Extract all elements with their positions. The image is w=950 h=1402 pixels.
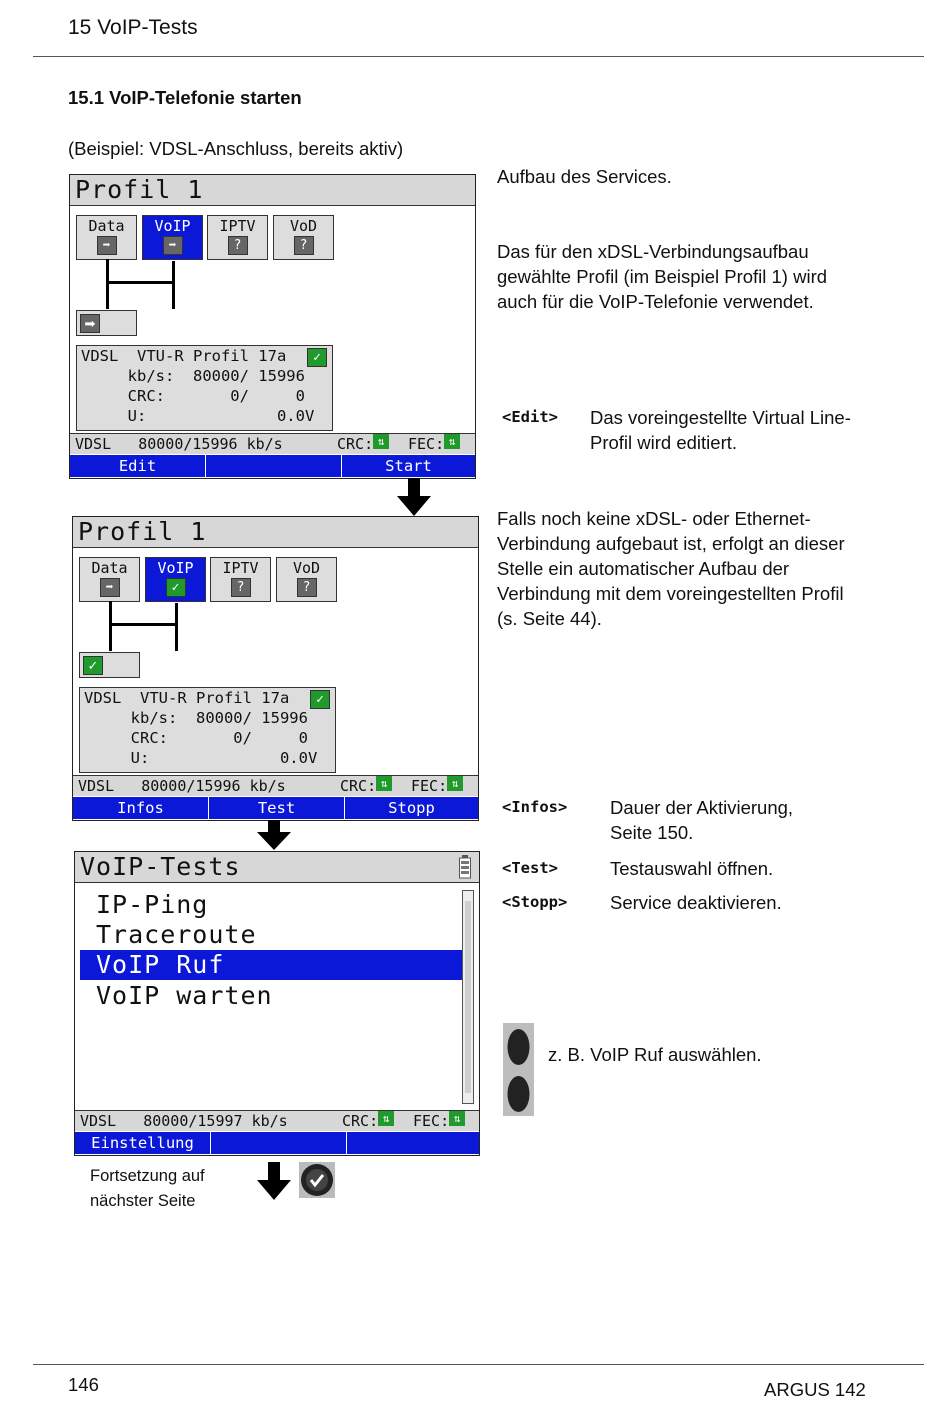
softkey-edit[interactable]: Edit: [118, 457, 157, 475]
fec-indicator: FEC: ⇅: [413, 1111, 449, 1131]
status-rate: VDSL 80000/15997 kb/s: [80, 1112, 288, 1130]
continue-note-line-1: Fortsetzung auf: [90, 1167, 205, 1185]
service-iptv[interactable]: [210, 557, 271, 602]
crc-indicator: CRC: ⇅: [340, 776, 376, 796]
down-arrow-icon: [257, 820, 291, 850]
menu-item-traceroute[interactable]: Traceroute: [96, 920, 257, 949]
softkey-test[interactable]: Test: [257, 799, 296, 817]
desc-auto-line-1: Falls noch keine xDSL- oder Ethernet-: [497, 508, 811, 529]
battery-icon: [459, 855, 471, 879]
fec-indicator: FEC: ⇅: [411, 776, 447, 796]
check-icon: ✓: [307, 348, 327, 367]
sync-arrows-icon: ⇅: [449, 1111, 465, 1126]
service-label: Data: [91, 559, 128, 577]
service-vod[interactable]: [273, 215, 334, 260]
crc-indicator: CRC: ⇅: [342, 1111, 378, 1131]
stopp-key-label: <Stopp>: [502, 893, 568, 911]
desc-profile-line-2: gewählte Profil (im Beispiel Profil 1) wird: [497, 266, 828, 287]
info-line: VDSL VTU-R Profil 17a: [84, 689, 290, 707]
service-label: IPTV: [219, 217, 256, 235]
status-bar: [70, 433, 475, 454]
sync-arrows-icon: ⇅: [373, 434, 389, 449]
ok-key-icon: [299, 1162, 335, 1198]
crc-indicator: CRC: ⇅: [337, 434, 373, 454]
menu-item-voip-warten[interactable]: VoIP warten: [96, 981, 273, 1010]
info-line: VDSL VTU-R Profil 17a: [81, 347, 287, 365]
edit-key-label: <Edit>: [502, 408, 558, 426]
select-hint: z. B. VoIP Ruf auswählen.: [548, 1044, 762, 1065]
service-label: VoD: [292, 559, 321, 577]
softkey-einstellung[interactable]: Einstellung: [91, 1134, 194, 1152]
menu-item-ip-ping[interactable]: IP-Ping: [96, 890, 209, 919]
connection-line: [175, 603, 178, 651]
service-voip[interactable]: [145, 557, 206, 602]
footer-rule: [33, 1364, 924, 1365]
sync-arrows-icon: ⇅: [447, 776, 463, 791]
desc-service-setup: Aufbau des Services.: [497, 166, 672, 187]
softkey-bar: [70, 455, 475, 477]
info-line: U: 0.0V: [81, 407, 315, 425]
infos-desc-line-2: Seite 150.: [610, 822, 694, 843]
edit-desc-line-2: Profil wird editiert.: [590, 432, 738, 453]
question-icon: ?: [297, 578, 317, 597]
connection-line: [109, 601, 112, 625]
device-screen-voip-tests: [74, 851, 480, 1156]
status-bar: [75, 1110, 479, 1131]
service-label: VoIP: [154, 217, 191, 235]
continue-note-line-2: nächster Seite: [90, 1192, 196, 1210]
connection-line: [106, 281, 109, 309]
service-vod[interactable]: [276, 557, 337, 602]
info-line: CRC: 0/ 0: [81, 387, 305, 405]
sync-arrows-icon: ⇅: [376, 776, 392, 791]
softkey-middle[interactable]: [206, 455, 341, 477]
menu-item-voip-ruf[interactable]: VoIP Ruf: [80, 950, 473, 980]
test-desc: Testauswahl öffnen.: [610, 858, 774, 879]
arrow-right-icon: ➡: [100, 578, 120, 597]
sync-arrows-icon: ⇅: [378, 1111, 394, 1126]
arrow-right-icon: ➡: [80, 314, 100, 333]
question-icon: ?: [228, 236, 248, 255]
connection-line: [106, 259, 109, 283]
scrollbar[interactable]: [462, 890, 474, 1104]
infos-desc-line-1: Dauer der Aktivierung,: [610, 797, 794, 818]
link-status-box: [76, 310, 137, 336]
line-info-panel: [79, 687, 336, 773]
softkey-start[interactable]: Start: [385, 457, 432, 475]
header-rule: [33, 56, 924, 57]
arrow-right-icon: ➡: [97, 236, 117, 255]
desc-auto-line-2: Verbindung aufgebaut ist, erfolgt an dieser: [497, 533, 845, 554]
connection-line: [172, 261, 175, 309]
question-icon: ?: [294, 236, 314, 255]
connection-line: [106, 281, 175, 284]
question-icon: ?: [231, 578, 251, 597]
infos-key-label: <Infos>: [502, 798, 568, 816]
info-line: kb/s: 80000/ 15996: [84, 709, 308, 727]
info-line: kb/s: 80000/ 15996: [81, 367, 305, 385]
softkey-right[interactable]: [347, 1132, 479, 1154]
service-data[interactable]: [79, 557, 140, 602]
connection-line: [109, 623, 178, 626]
test-key-label: <Test>: [502, 859, 558, 877]
status-rate: VDSL 80000/15996 kb/s: [75, 435, 283, 453]
screen-title: Profil 1: [70, 175, 475, 206]
sync-arrows-icon: ⇅: [444, 434, 460, 449]
service-label: IPTV: [222, 559, 259, 577]
desc-auto-line-4: Verbindung mit dem voreingestellten Profil: [497, 583, 844, 604]
check-icon: ✓: [310, 690, 330, 709]
service-label: VoIP: [157, 559, 194, 577]
section-title: 15.1 VoIP-Telefonie starten: [68, 87, 302, 108]
line-info-panel: [76, 345, 333, 431]
info-line: CRC: 0/ 0: [84, 729, 308, 747]
screen-title: VoIP-Tests: [75, 852, 479, 883]
desc-profile-line-3: auch für die VoIP-Telefonie verwendet.: [497, 291, 814, 312]
edit-desc-line-1: Das voreingestellte Virtual Line-: [590, 407, 851, 428]
softkey-infos[interactable]: Infos: [117, 799, 164, 817]
product-name: ARGUS 142: [764, 1379, 866, 1400]
chapter-header: 15 VoIP-Tests: [68, 16, 198, 39]
service-label: VoD: [289, 217, 318, 235]
service-iptv[interactable]: [207, 215, 268, 260]
device-screen-profile-1-active: [72, 516, 479, 821]
softkey-bar: [75, 1132, 479, 1154]
service-data[interactable]: [76, 215, 137, 260]
desc-auto-line-5: (s. Seite 44).: [497, 608, 602, 629]
check-icon: ✓: [166, 578, 186, 597]
service-voip[interactable]: [142, 215, 203, 260]
page-number: 146: [68, 1374, 99, 1395]
down-arrow-icon: [257, 1162, 291, 1200]
status-bar: [73, 775, 478, 796]
fec-indicator: FEC: ⇅: [408, 434, 444, 454]
service-label: Data: [88, 217, 125, 235]
link-status-box: [79, 652, 140, 678]
device-screen-profile-1: [69, 174, 476, 479]
desc-auto-line-3: Stelle ein automatischer Aufbau der: [497, 558, 790, 579]
arrow-right-icon: ➡: [163, 236, 183, 255]
desc-profile-line-1: Das für den xDSL-Verbindungsaufbau: [497, 241, 809, 262]
screen-title: Profil 1: [73, 517, 478, 548]
example-note: (Beispiel: VDSL-Anschluss, bereits aktiv): [68, 138, 404, 159]
softkey-bar: [73, 797, 478, 819]
cursor-keys-icon: [503, 1023, 534, 1116]
connection-line: [109, 623, 112, 651]
stopp-desc: Service deaktivieren.: [610, 892, 782, 913]
softkey-stopp[interactable]: Stopp: [388, 799, 435, 817]
check-icon: ✓: [83, 656, 103, 675]
status-rate: VDSL 80000/15996 kb/s: [78, 777, 286, 795]
softkey-middle[interactable]: [211, 1132, 346, 1154]
info-line: U: 0.0V: [84, 749, 318, 767]
down-arrow-icon: [397, 478, 431, 516]
